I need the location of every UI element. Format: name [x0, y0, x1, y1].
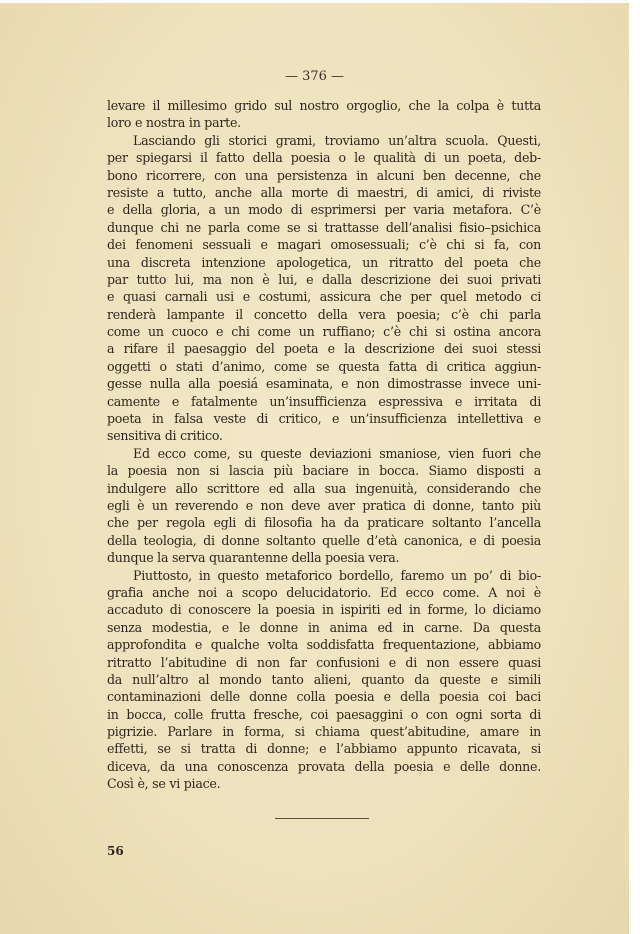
text-line: ritratto l’abitudine di non far confusioni e di non essere quasi [107, 654, 541, 670]
text-line: a rifare il paesaggio del poeta e la descrizione dei suoi stessi [107, 341, 541, 357]
text-line: egli è un reverendo e non deve aver pratica di donne, tanto più [107, 497, 541, 513]
text-line: oggetti o stati d’animo, come se questa fatta di critica aggiun- [107, 358, 541, 374]
book-page [0, 3, 629, 934]
text-line: dunque la serva quarantenne della poesia vera. [107, 550, 400, 566]
text-line: approfondita e qualche volta soddisfatta frequentazione, abbiamo [107, 637, 541, 653]
text-line: Ed ecco come, su queste deviazioni smaniose, vien fuori che [133, 445, 541, 461]
text-line: Lasciando gli storici grami, troviamo un’altra scuola. Questi, [133, 132, 541, 148]
text-line: in bocca, colle frutta fresche, coi paesaggini o con ogni sorta di [107, 706, 541, 722]
body-text [107, 97, 541, 793]
text-line: Così è, se vi piace. [107, 776, 221, 792]
text-line: della teologia, di donne soltanto quelle d’età canonica, e di poesia [107, 532, 541, 548]
text-line: e della gloria, a un modo di esprimersi per varia metafora. C’è [107, 202, 541, 218]
text-line: la poesia non si lascia più baciare in bocca. Siamo disposti a [107, 463, 541, 479]
paragraph [107, 445, 541, 567]
text-line: indulgere allo scrittore ed alla sua ingenuità, considerando che [107, 480, 541, 496]
text-line: una discreta intenzione apologetica, un ritratto del poeta che [107, 254, 541, 270]
text-line: dei fenomeni sessuali e magari omosessuali; c’è chi si fa, con [107, 237, 541, 253]
text-line: par tutto lui, ma non è lui, e dalla descrizione dei suoi privati [107, 271, 541, 287]
text-line: levare il millesimo grido sul nostro orgoglio, che la colpa è tutta [107, 98, 541, 113]
paragraph [107, 567, 541, 793]
text-line: gesse nulla alla poesiá esaminata, e non dimostrasse invece uni- [107, 376, 541, 392]
text-line: bono ricorrere, con una persistenza in alcuni ben decenne, che [107, 167, 541, 183]
text-line: poeta in falsa veste di critico, e un’insufficienza intellettiva e [107, 411, 541, 427]
text-line: Piuttosto, in questo metaforico bordello, faremo un po’ di bio- [133, 567, 541, 583]
text-line: camente e fatalmente un’insufficienza espressiva e irritata di [107, 393, 541, 409]
text-line: diceva, da una conoscenza provata della poesia e delle donne. [107, 758, 541, 774]
running-page-number: — 376 — [284, 69, 345, 84]
text-line: e quasi carnali usi e costumi, assicura che per quel metodo ci [107, 289, 541, 305]
text-line: da null’altro al mondo tanto alieni, quanto da queste e simili [107, 671, 541, 687]
text-line: loro e nostra in parte. [107, 115, 241, 131]
text-line: che per regola egli di filosofia ha da praticare soltanto l’ancella [107, 515, 541, 531]
text-line: renderà lampante il concetto della vera poesia; c’è chi parla [107, 306, 541, 322]
text-line: per spiegarsi il fatto della poesia o le qualità di un poeta, deb- [107, 150, 541, 166]
text-line: dunque chi ne parla come se si trattasse dell’analisi fisio–psichica [107, 219, 541, 235]
text-line: accaduto di conoscere la poesia in ispiriti ed in forme, lo diciamo [107, 602, 541, 618]
text-line: resiste a tutto, anche alla morte di maestri, di amici, di riviste [107, 184, 541, 200]
section-end-rule [275, 818, 369, 819]
text-line: grafia anche noi a scopo delucidatorio. Ed ecco come. A noi è [107, 584, 541, 600]
text-line: contaminazioni delle donne colla poesia e della poesia coi baci [107, 689, 541, 705]
text-line: effetti, se si tratta di donne; e l’abbiamo appunto ricavata, si [107, 741, 541, 757]
text-line: senza modestia, e le donne in anima ed in carne. Da questa [107, 619, 541, 635]
text-line: pigrizie. Parlare in forma, si chiama quest’abitudine, amare in [107, 724, 541, 740]
paragraph [107, 97, 541, 132]
signature-mark: 56 [107, 844, 124, 858]
text-line: sensitiva di critico. [107, 428, 223, 444]
text-line: come un cuoco e chi come un ruffiano; c’è chi si ostina ancora [107, 324, 541, 340]
paragraph [107, 132, 541, 445]
